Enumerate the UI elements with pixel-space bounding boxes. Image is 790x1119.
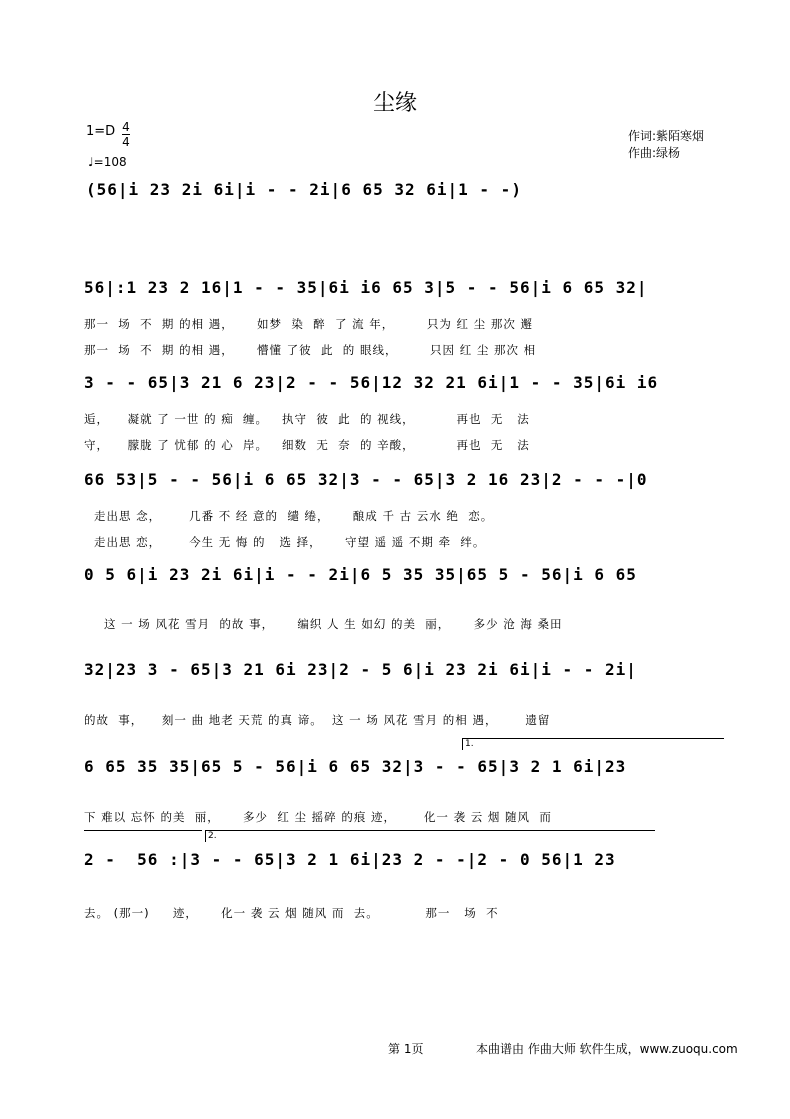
- volta-2-label: 2.: [208, 831, 217, 841]
- lyrics-row-4-verse-1: 走出思 念， 几番 不 经 意的 缱 绻， 酿成 千 古 云水 绝 恋。: [94, 509, 494, 523]
- notation-row-2: 56|:1 23 2 16|1 - - 35|6i i6 65 3|5 - - 56|i 6 65 32|: [84, 278, 648, 297]
- lyrics-row-4-verse-2: 走出思 恋， 今生 无 悔 的 选 择， 守望 遥 遥 不期 牵 绊。: [94, 535, 486, 549]
- time-signature-bottom: 4: [122, 135, 130, 149]
- lyrics-row-3-verse-1: 逅， 凝就 了 一世 的 痴 缠。 执守 彼 此 的 视线， 再也 无 法: [84, 412, 530, 426]
- volta-1-label: 1.: [465, 739, 474, 749]
- lyrics-row-7: 下 难以 忘怀 的美 丽， 多少 红 尘 摇碎 的痕 迹， 化一 袭 云 烟 随风 而: [84, 810, 552, 824]
- song-title: 尘缘: [372, 91, 417, 116]
- page-number: 第 1页: [388, 1042, 424, 1056]
- generator-credit: 本曲谱由 作曲大师 软件生成，www.zuoqu.com: [476, 1042, 738, 1056]
- lyrics-row-3-verse-2: 守， 朦胧 了 忧郁 的 心 岸。 细数 无 奈 的 辛酸， 再也 无 法: [84, 438, 530, 452]
- notation-row-5: 0 5 6|i 23 2i 6i|i - - 2i|6 5 35 35|65 5 - 56|i 6 65: [84, 565, 637, 584]
- lyrics-row-2-verse-2: 那一 场 不 期 的相 遇， 懵懂 了彼 此 的 眼线， 只因 红 尘 那次 相: [84, 343, 537, 357]
- quarter-note-icon: ♩: [88, 155, 94, 169]
- composer: 作曲:绿杨: [628, 146, 681, 160]
- notation-row-4: 66 53|5 - - 56|i 6 65 32|3 - - 65|3 2 16 23|2 - - -|0: [84, 470, 648, 489]
- lyrics-row-2-verse-1: 那一 场 不 期 的相 遇， 如梦 染 醉 了 流 年， 只为 红 尘 那次 邂: [84, 317, 533, 331]
- notation-row-3: 3 - - 65|3 21 6 23|2 - - 56|12 32 21 6i|1 - - 35|6i i6: [84, 373, 659, 392]
- lyrics-row-5: 这 一 场 风花 雪月 的故 事， 编织 人 生 如幻 的美 丽， 多少 沧 海 桑田: [104, 617, 563, 631]
- time-signature: [122, 121, 130, 148]
- notation-row-1: (56|i 23 2i 6i|i - - 2i|6 65 32 6i|1 - -): [86, 180, 522, 199]
- key-signature: 1=D: [86, 124, 116, 139]
- notation-row-7: 6 65 35 35|65 5 - 56|i 6 65 32|3 - - 65|3 2 1 6i|23: [84, 757, 627, 776]
- lyrics-row-8: 去。 (那一) 迹， 化一 袭 云 烟 随风 而 去。 那一 场 不: [84, 906, 499, 920]
- lyricist: 作词:紫陌寒烟: [628, 129, 705, 143]
- notation-row-6: 32|23 3 - 65|3 21 6i 23|2 - 5 6|i 23 2i 6i|i - - 2i|: [84, 660, 637, 679]
- time-signature-top: 4: [122, 120, 130, 134]
- tempo-marking: ♩=108: [88, 155, 127, 169]
- lyrics-row-6: 的故 事， 刻一 曲 地老 天荒 的真 谛。 这 一 场 风花 雪月 的相 遇， 遗留: [84, 713, 551, 727]
- notation-row-8: 2 - 56 :|3 - - 65|3 2 1 6i|23 2 - -|2 - 0 56|1 23: [84, 850, 616, 869]
- credits: [628, 128, 704, 162]
